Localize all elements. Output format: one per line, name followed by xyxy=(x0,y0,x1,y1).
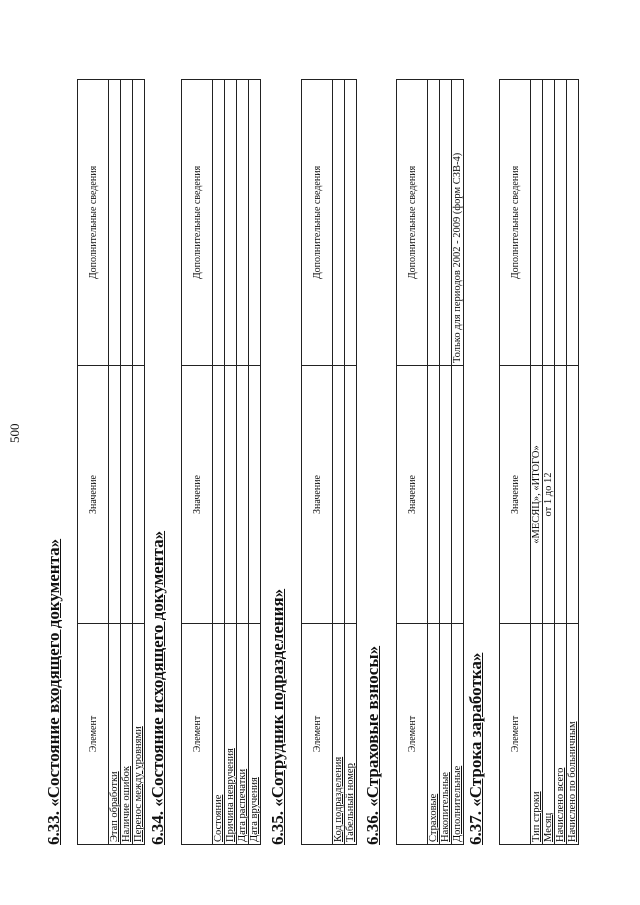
table-header xyxy=(500,80,531,845)
table-row xyxy=(249,80,261,845)
cell-info xyxy=(121,80,133,366)
cell-value xyxy=(133,366,145,624)
section-6-34 xyxy=(148,79,261,845)
cell-element: Табельный номер xyxy=(345,624,357,845)
header-info: Дополнительные сведения xyxy=(182,80,213,366)
section-title: 6.35. «Сотрудник подразделения» xyxy=(268,588,287,845)
table-header xyxy=(78,80,109,845)
page-number: 500 xyxy=(7,423,22,443)
section-title: 6.36. «Страховые взносы» xyxy=(363,645,382,845)
cell-value xyxy=(428,366,440,624)
header-value: Значение xyxy=(78,366,109,624)
section-6-33 xyxy=(44,79,145,845)
cell-info xyxy=(440,80,452,366)
header-value: Значение xyxy=(302,366,333,624)
cell-element: Состояние xyxy=(213,624,225,845)
cell-info xyxy=(567,80,579,366)
cell-value xyxy=(225,366,237,624)
cell-info xyxy=(543,80,555,366)
section-table xyxy=(77,79,145,845)
table-header xyxy=(182,80,213,845)
cell-element: Перенос между уровнями xyxy=(133,624,145,845)
cell-element: Код подразделения xyxy=(333,624,345,845)
cell-value xyxy=(452,366,464,624)
header-value: Значение xyxy=(500,366,531,624)
cell-info xyxy=(555,80,567,366)
section-title: 6.37. «Строка заработка» xyxy=(466,652,485,845)
cell-value xyxy=(237,366,249,624)
cell-element: Накопительные xyxy=(440,624,452,845)
table-row xyxy=(225,80,237,845)
table-row xyxy=(567,80,579,845)
section-6-35 xyxy=(268,79,357,845)
cell-info xyxy=(109,80,121,366)
cell-element: Страховые xyxy=(428,624,440,845)
table-row xyxy=(237,80,249,845)
table-row xyxy=(213,80,225,845)
section-table xyxy=(396,79,464,845)
section-table xyxy=(499,79,579,845)
cell-value xyxy=(567,366,579,624)
cell-info: Только для периодов 2002 - 2009 (форм СЗВ-4) xyxy=(452,80,464,366)
cell-value xyxy=(109,366,121,624)
cell-info xyxy=(225,80,237,366)
header-element: Элемент xyxy=(500,624,531,845)
cell-value xyxy=(121,366,133,624)
table-row xyxy=(531,80,543,845)
header-element: Элемент xyxy=(397,624,428,845)
header-value: Значение xyxy=(182,366,213,624)
cell-value xyxy=(345,366,357,624)
header-info: Дополнительные сведения xyxy=(500,80,531,366)
section-table xyxy=(301,79,357,845)
cell-element: Этап обработки xyxy=(109,624,121,845)
section-6-37 xyxy=(466,79,579,845)
cell-value xyxy=(555,366,567,624)
cell-element: Месяц xyxy=(543,624,555,845)
cell-value xyxy=(249,366,261,624)
header-info: Дополнительные сведения xyxy=(302,80,333,366)
section-6-36 xyxy=(363,79,464,845)
cell-value: от 1 до 12 xyxy=(543,366,555,624)
cell-element: Начислено всего xyxy=(555,624,567,845)
cell-value: «МЕСЯЦ», «ИТОГО» xyxy=(531,366,543,624)
header-element: Элемент xyxy=(302,624,333,845)
cell-element: Причина невручения xyxy=(225,624,237,845)
table-row xyxy=(109,80,121,845)
table-row xyxy=(345,80,357,845)
header-element: Элемент xyxy=(78,624,109,845)
cell-info xyxy=(249,80,261,366)
cell-element: Дата распечатки xyxy=(237,624,249,845)
cell-element: Тип строки xyxy=(531,624,543,845)
table-header xyxy=(302,80,333,845)
table-row xyxy=(133,80,145,845)
table-row xyxy=(440,80,452,845)
cell-element: Дополнительные xyxy=(452,624,464,845)
cell-info xyxy=(133,80,145,366)
section-title: 6.33. «Состояние входящего документа» xyxy=(44,538,63,845)
cell-info xyxy=(345,80,357,366)
cell-info xyxy=(237,80,249,366)
table-row xyxy=(555,80,567,845)
cell-element: Дата вручения xyxy=(249,624,261,845)
table-row xyxy=(543,80,555,845)
cell-value xyxy=(333,366,345,624)
header-element: Элемент xyxy=(182,624,213,845)
header-value: Значение xyxy=(397,366,428,624)
header-info: Дополнительные сведения xyxy=(78,80,109,366)
cell-element: Наличие ошибок xyxy=(121,624,133,845)
section-table xyxy=(181,79,261,845)
cell-value xyxy=(440,366,452,624)
section-title: 6.34. «Состояние исходящего документа» xyxy=(148,530,167,845)
cell-info xyxy=(213,80,225,366)
header-info: Дополнительные сведения xyxy=(397,80,428,366)
table-row xyxy=(428,80,440,845)
cell-info xyxy=(531,80,543,366)
table-row xyxy=(452,80,464,845)
cell-info xyxy=(428,80,440,366)
table-row xyxy=(333,80,345,845)
cell-info xyxy=(333,80,345,366)
table-row xyxy=(121,80,133,845)
cell-value xyxy=(213,366,225,624)
cell-element: Начислено по больничным xyxy=(567,624,579,845)
table-header xyxy=(397,80,428,845)
